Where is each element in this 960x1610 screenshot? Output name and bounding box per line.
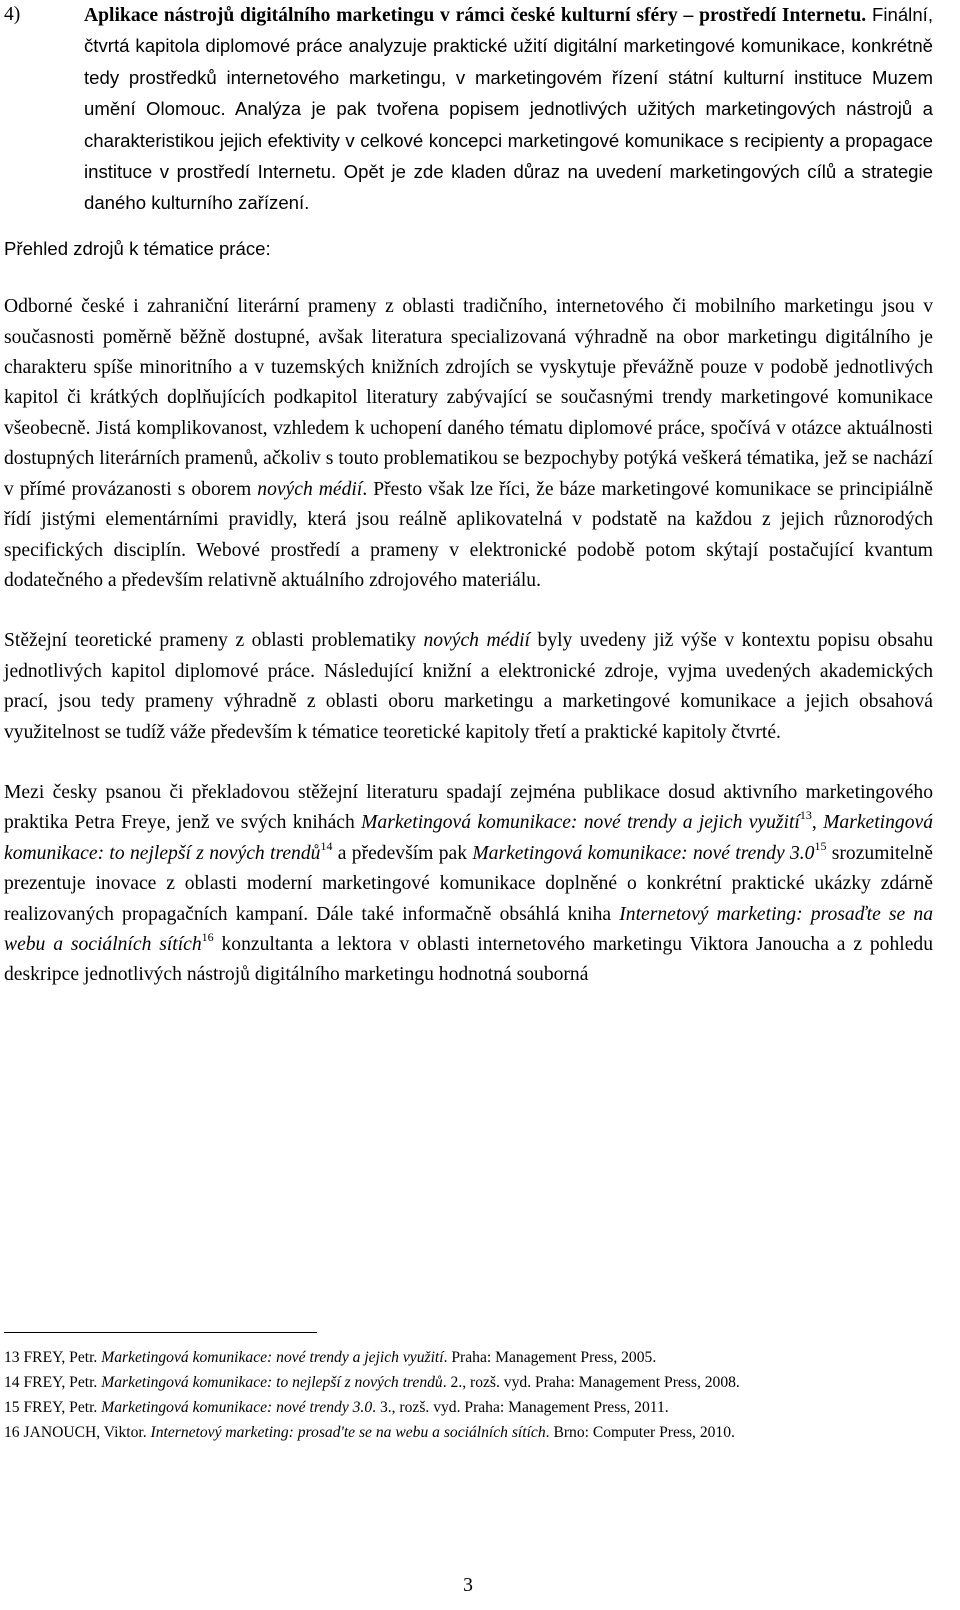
footnote-publisher: . Brno: Computer Press, 2010. xyxy=(545,1424,735,1441)
paragraph-text: srozumitelně prezentuje inovace z oblasti moderní marketingové komunikace doplněné o konkrétní praktické ukázky zdárně realizovaných propagačních kampaní. Dále také informačně obsáhlá kniha xyxy=(4,842,933,925)
chapter-description: Finální, čtvrtá kapitola diplomové práce analyzuje praktické užití digitální marketingové komunikace, konkrétně tedy prostředků internetového marketingu, v marketingovém řízení státní kulturní instituce Muzem umění Olomouc. Analýza je pak tvořena popisem jednotlivých užitých marketingových nástrojů a charakteristikou jejich efektivity v celkové koncepci marketingové komunikace s recipienty a propagace instituce v prostředí Internetu. Opět je zde kladen důraz na uvedení marketingových cílů a strategie daného kulturního zařízení. xyxy=(84,4,933,214)
footnote xyxy=(4,1372,933,1394)
paragraph-text: konzultanta a lektora v oblasti internetového marketingu Viktora Janoucha a z pohledu deskripce jednotlivých nástrojů digitálního marketingu hodnotná souborná xyxy=(4,933,934,986)
footnote-author: FREY, Petr. xyxy=(23,1399,98,1416)
paragraph-key-sources xyxy=(4,626,933,748)
footnote-number: 14 xyxy=(4,1374,20,1391)
footnote-separator xyxy=(4,1332,317,1333)
chapter-number: 4) xyxy=(4,4,21,25)
footnote-number: 16 xyxy=(4,1424,20,1441)
italic-term: nových médií xyxy=(257,478,363,500)
paragraph-text: Stěžejní teoretické prameny z oblasti problematiky xyxy=(4,630,424,652)
footnote-title: Marketingová komunikace: nové trendy a jejich využití xyxy=(101,1349,444,1366)
paragraph-text: byly uvedeny již výše v kontextu popisu obsahu jednotlivých kapitol diplomové práce. Následující knižní a elektronické zdroje, vyjma uvedených akademických prací, jsou tedy prameny výhradně z oblasti oboru marketingu a marketingové komunikace a jejich obsahová využitelnost se tudíž váže především k tématice teoretické kapitoly třetí a praktické kapitoly čtvrté. xyxy=(4,630,934,743)
paragraph-text: . Přesto však lze říci, že báze marketingové komunikace se principiálně řídí jistými elementárními pravidly, která jsou reálně aplikovatelná v podstatě na každou z jejich různorodých specifických disciplín. Webové prostředí a prameny v elektronické podobě potom skýtají postačující kvantum dodatečného a především relativně aktuálního zdrojového materiálu. xyxy=(4,478,933,591)
footnote-publisher: . 3., rozš. vyd. Praha: Management Press, 2011. xyxy=(372,1399,669,1416)
book-title: Marketingová komunikace: to nejlepší z nových trendů xyxy=(4,812,933,864)
footnote-ref[interactable]: 16 xyxy=(201,929,214,944)
footnote-ref[interactable]: 14 xyxy=(320,838,333,853)
footnote-ref[interactable]: 15 xyxy=(814,838,827,853)
page-number: 3 xyxy=(463,1575,473,1596)
paragraph-text: , xyxy=(811,812,824,834)
paragraph-text: Odborné české i zahraniční literární prameny z oblasti tradičního, internetového či mobilního marketingu jsou v současnosti poměrně běžně dostupné, avšak literatura specializovaná výhradně na obor marketingu digitálního je charakteru spíše minoritního a v tuzemských knižních zdrojích se vyskytuje převážně pouze v podobě jednotlivých kapitol či krátkých doplňujících podkapitol literatury zabývající se současnými trendy marketingové komunikace všeobecně. Jistá komplikovanost, vzhledem k uchopení daného tématu diplomové práce, spočívá v otázce aktuálnosti dostupných literárních pramenů, ačkoliv s touto problematikou se bezpochyby potýká veškerá tématika, jež se nachází v přímé provázanosti s oborem xyxy=(4,296,933,500)
italic-term: nových médií xyxy=(423,630,530,652)
footnote-ref[interactable]: 13 xyxy=(799,808,812,823)
footnote-number: 13 xyxy=(4,1349,20,1366)
paragraph-czech-literature xyxy=(4,778,933,991)
paragraph-text: a především pak xyxy=(332,842,473,864)
footnote-title: Internetový marketing: prosad'te se na webu a sociálních sítích xyxy=(150,1424,546,1441)
chapter-title: Aplikace nástrojů digitálního marketingu v rámci české kulturní sféry – prostředí Internetu. xyxy=(84,5,867,26)
sources-heading: Přehled zdrojů k tématice práce: xyxy=(4,237,271,259)
paragraph-text: Mezi česky psanou či překladovou stěžejní literaturu spadají zejména publikace dosud aktivního marketingového praktika Petra Freye, jenž ve svých knihách xyxy=(4,781,933,834)
book-title: Internetový marketing: prosaďte se na webu a sociálních sítích xyxy=(4,903,933,955)
footnote-author: FREY, Petr. xyxy=(23,1374,98,1391)
footnote xyxy=(4,1397,933,1419)
footnote-publisher: . 2., rozš. vyd. Praha: Management Press, 2008. xyxy=(442,1374,740,1391)
footnote-number: 15 xyxy=(4,1399,20,1416)
footnote xyxy=(4,1422,933,1444)
footnote-author: FREY, Petr. xyxy=(23,1349,98,1366)
chapter-4-item xyxy=(4,0,933,220)
paragraph-literature-overview xyxy=(4,292,933,596)
footnote-publisher: . Praha: Management Press, 2005. xyxy=(443,1349,657,1366)
footnote xyxy=(4,1347,933,1369)
footnote-author: JANOUCH, Viktor. xyxy=(23,1424,147,1441)
book-title: Marketingová komunikace: nové trendy a jejich využití xyxy=(361,812,800,834)
footnote-title: Marketingová komunikace: to nejlepší z nových trendů xyxy=(101,1374,443,1391)
document-page xyxy=(4,0,933,991)
footnotes xyxy=(4,1347,933,1447)
footnote-title: Marketingová komunikace: nové trendy 3.0 xyxy=(101,1399,373,1416)
book-title: Marketingová komunikace: nové trendy 3.0 xyxy=(472,842,815,864)
